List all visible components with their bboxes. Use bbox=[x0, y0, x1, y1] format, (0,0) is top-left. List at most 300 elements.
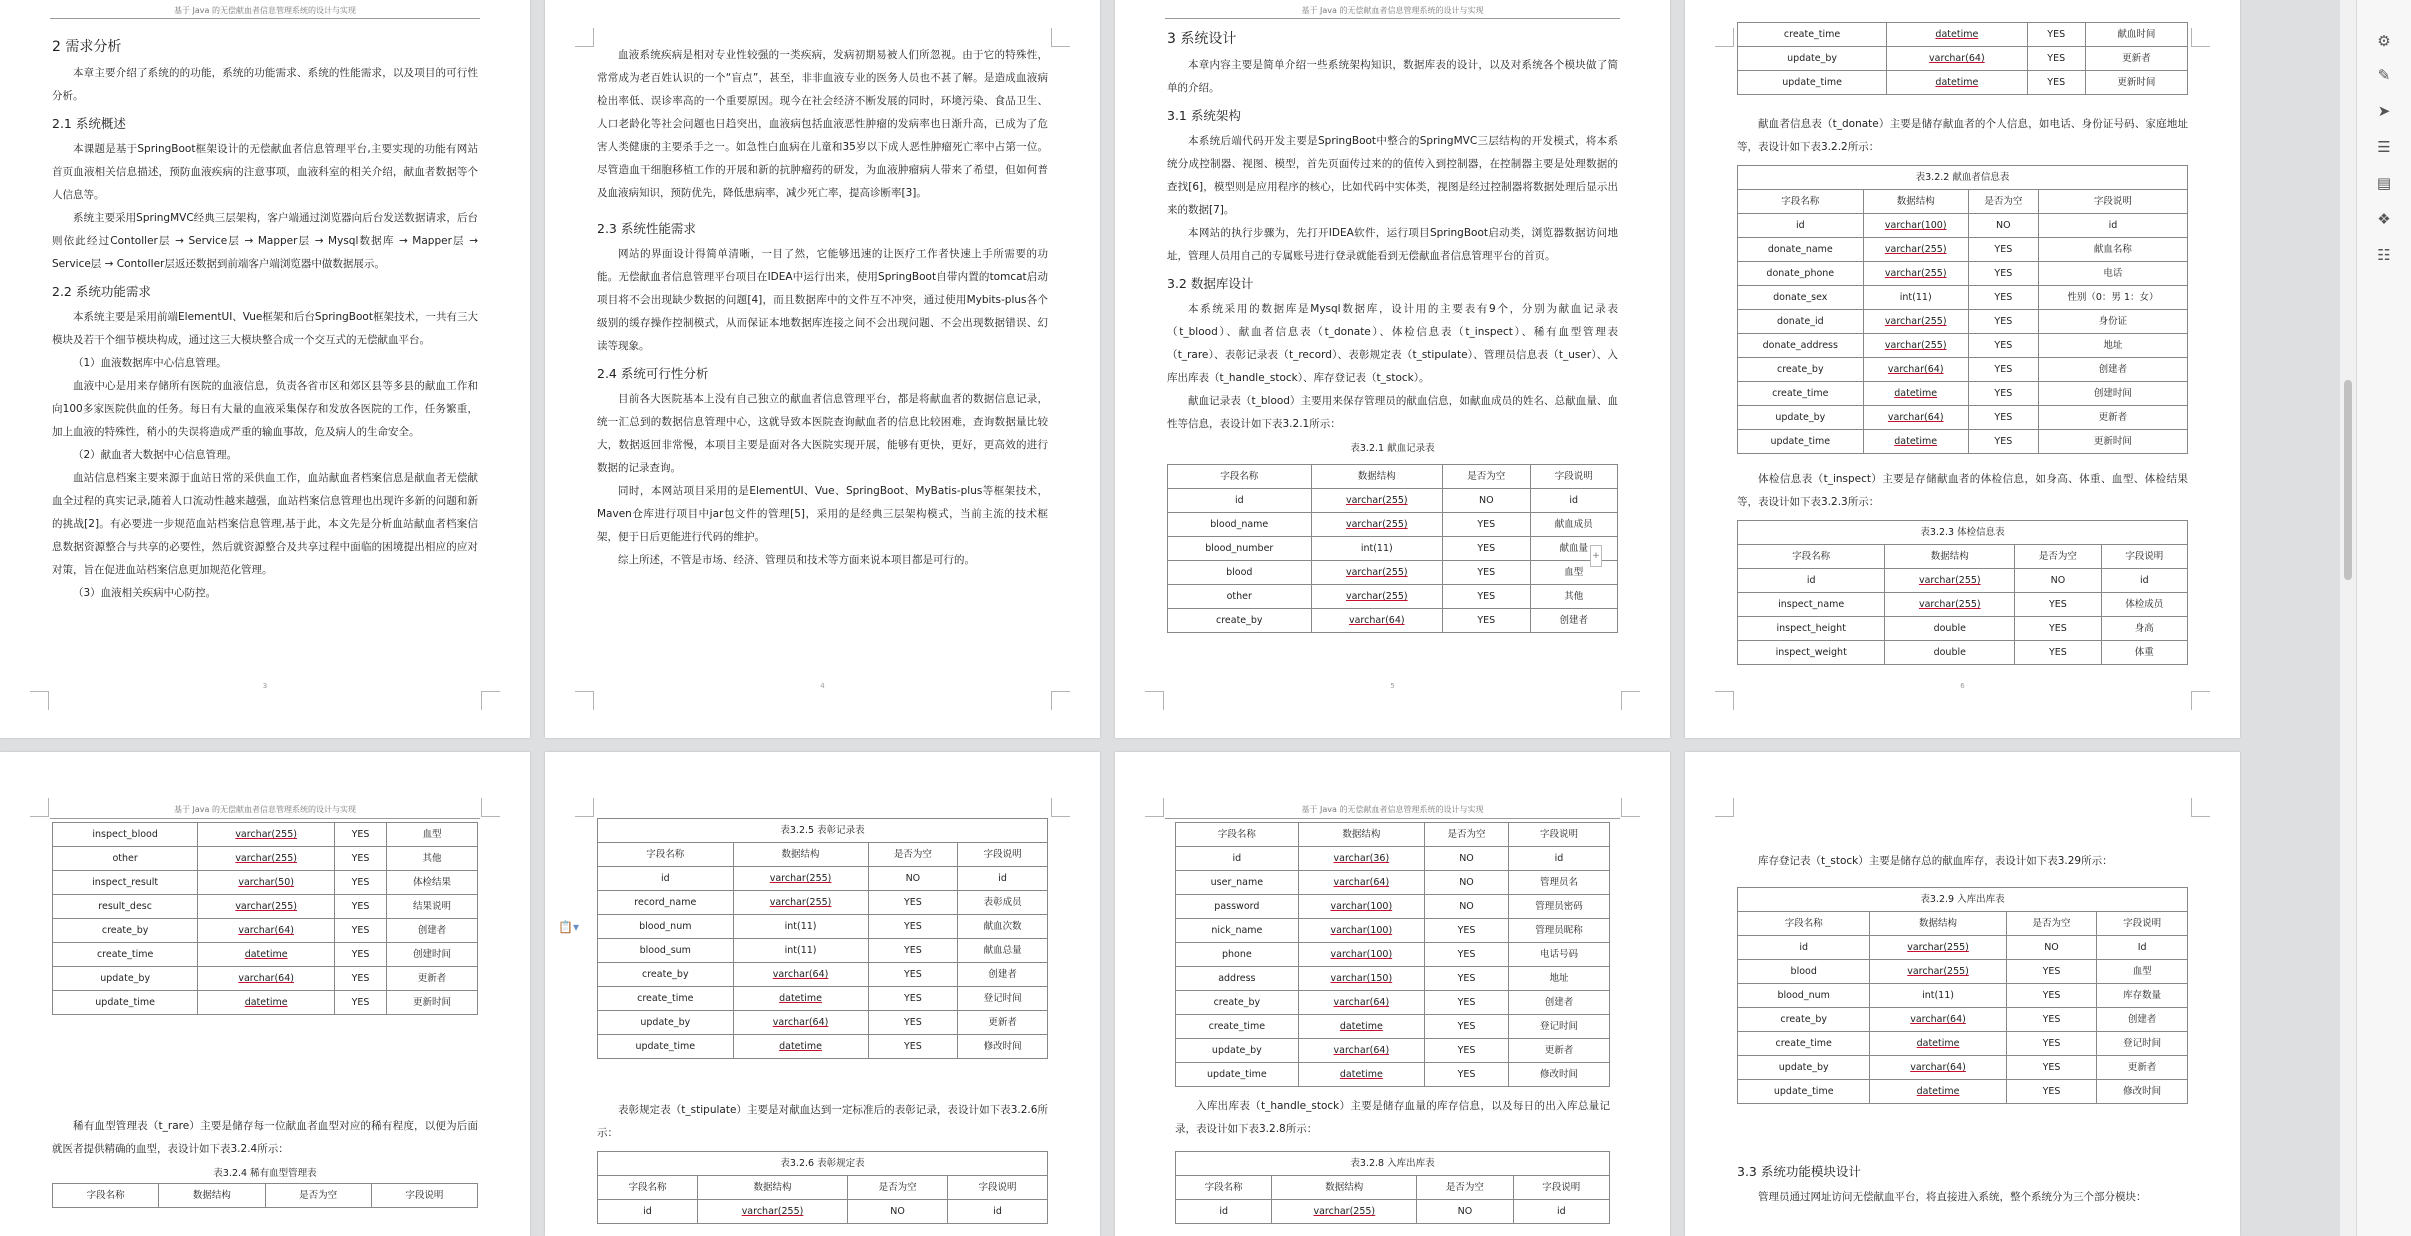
user-table bbox=[1175, 822, 1610, 1087]
column-header: 字段名称 bbox=[1738, 545, 1885, 569]
table-caption: 表3.2.1 献血记录表 bbox=[1350, 443, 1435, 454]
table-row bbox=[1176, 847, 1610, 871]
table-cell: YES bbox=[1968, 310, 2038, 334]
table-cell: NO bbox=[1417, 1200, 1513, 1224]
table-cell: blood bbox=[1168, 561, 1312, 585]
table-row bbox=[1738, 214, 2188, 238]
table-cell: YES bbox=[335, 943, 387, 967]
column-header: 字段名称 bbox=[1738, 190, 1864, 214]
column-header: 字段名称 bbox=[1176, 823, 1299, 847]
table-cell: update_time bbox=[53, 991, 198, 1015]
table-cell: 更新者 bbox=[2097, 1056, 2188, 1080]
table-cell: 献血次数 bbox=[958, 915, 1048, 939]
column-header: 数据结构 bbox=[1311, 465, 1442, 489]
table-cell: varchar(255) bbox=[1311, 489, 1442, 513]
document-page-1 bbox=[0, 0, 530, 738]
table-cell: update_by bbox=[598, 1011, 734, 1035]
table-cell: YES bbox=[335, 871, 387, 895]
heading-2: 2 需求分析 bbox=[52, 39, 122, 55]
column-header: 字段名称 bbox=[598, 843, 734, 867]
heading-3-3: 3.3 系统功能模块设计 bbox=[1737, 1164, 1861, 1179]
table-cell: YES bbox=[1424, 991, 1508, 1015]
table-cell: varchar(255) bbox=[1311, 585, 1442, 609]
column-header: 字段说明 bbox=[2038, 190, 2187, 214]
table-cell: YES bbox=[335, 847, 387, 871]
table-cell: varchar(100) bbox=[1298, 943, 1424, 967]
table-cell: update_time bbox=[1738, 71, 1887, 95]
paragraph: 血液系统疾病是相对专业性较强的一类疾病，发病初期易被人们所忽视。由于它的特殊性，常常成为老百姓认识的一个“盲点”，甚至，非非血液专业的医务人员也不甚了解。是造成血液病检出率低、误诊率高的一个重要原因。现今在社会经济不断发展的同时，环境污染、食品卫生、人口老龄化等社会问题也日趋突出，血液病包括血液恶性肿瘤的发病率也日渐升高，已成为了危害人类健康的主要杀手之一。如急性白血病在儿童和35岁以下成人恶性肿瘤死亡率中占第一位。尽管造血干细胞移植工作的开展和新的抗肿瘤药的研发，为血液肿瘤病人带来了希望，但如何普及血液病知识，预防优先，降低患病率，减少死亡率，提高诊断率[3]。 bbox=[597, 49, 1048, 199]
table-cell: create_time bbox=[598, 987, 734, 1011]
table-row bbox=[1738, 1080, 2188, 1104]
table-cell: 献血名称 bbox=[2038, 238, 2187, 262]
table-cell: YES bbox=[2006, 1080, 2097, 1104]
table-row bbox=[53, 847, 478, 871]
table-cell: datetime bbox=[733, 1035, 868, 1059]
table-cell: YES bbox=[2027, 71, 2085, 95]
table-cell: id bbox=[1168, 489, 1312, 513]
scrollbar-thumb[interactable] bbox=[2344, 380, 2352, 580]
table-cell: phone bbox=[1176, 943, 1299, 967]
table-cell: create_by bbox=[1738, 358, 1864, 382]
table-cell: YES bbox=[868, 1011, 958, 1035]
table-cell: update_time bbox=[1738, 1080, 1870, 1104]
table-cell: 地址 bbox=[2038, 334, 2187, 358]
table-cell: 身高 bbox=[2101, 617, 2187, 641]
table-cell: 其他 bbox=[386, 847, 477, 871]
table-cell: int(11) bbox=[733, 915, 868, 939]
table-cell: update_by bbox=[1176, 1039, 1299, 1063]
table-row bbox=[53, 991, 478, 1015]
table-cell: YES bbox=[1424, 1015, 1508, 1039]
table-cell: datetime bbox=[198, 991, 335, 1015]
table-row bbox=[1168, 537, 1618, 561]
table-cell: create_time bbox=[1738, 23, 1887, 47]
table-row bbox=[1168, 489, 1618, 513]
paragraph: 目前各大医院基本上没有自己独立的献血者信息管理平台，都是将献血者的数据信息记录，统一汇总到的数据信息管理中心，这就导致本医院查询献血者的信息比较困难，查询数据量比较大，数据返回非常慢，本项目主要是面对各大医院实现开展，能够有更快，更好，更高效的进行数据的记录查询。 bbox=[597, 393, 1048, 474]
paragraph: 系统主要采用SpringMVC经典三层架构，客户端通过浏览器向后台发送数据请求，后台则依此经过Contoller层 → Service层 → Mapper层 → Mysql数据库 → Mapper层 → Service层 → Contoller层返还数据到前端客户端浏览器中做数据展示。 bbox=[52, 212, 478, 270]
table-row bbox=[1738, 262, 2188, 286]
table-header-row bbox=[1738, 912, 2188, 936]
table-cell: YES bbox=[335, 991, 387, 1015]
table-row bbox=[1738, 286, 2188, 310]
table-cell: blood_num bbox=[598, 915, 734, 939]
table-cell: YES bbox=[1443, 609, 1530, 633]
table-row bbox=[53, 967, 478, 991]
table-cell: 更新者 bbox=[958, 1011, 1048, 1035]
table-cell: int(11) bbox=[1863, 286, 1968, 310]
paragraph: 体检信息表（t_inspect）主要是存储献血者的体检信息，如身高、体重、血型、体检结果等，表设计如下表3.2.3所示： bbox=[1737, 473, 2188, 508]
table-cell: NO bbox=[2006, 936, 2097, 960]
table-cell: NO bbox=[868, 867, 958, 891]
inspect-table bbox=[1737, 520, 2188, 665]
table-cell: datetime bbox=[198, 943, 335, 967]
table-cell: 电话号码 bbox=[1508, 943, 1609, 967]
table-header-row bbox=[1738, 545, 2188, 569]
settings-icon[interactable]: ⚙ bbox=[2377, 32, 2391, 50]
heading-2-4: 2.4 系统可行性分析 bbox=[597, 366, 709, 381]
table-row bbox=[1738, 960, 2188, 984]
table-row bbox=[1168, 585, 1618, 609]
table-cell: 献血总量 bbox=[958, 939, 1048, 963]
table-row bbox=[1176, 1063, 1610, 1087]
table-cell: YES bbox=[1968, 358, 2038, 382]
table-cell: 创建时间 bbox=[386, 943, 477, 967]
table-row bbox=[598, 1035, 1048, 1059]
table-cell: YES bbox=[1968, 382, 2038, 406]
table-cell: 血型 bbox=[1530, 561, 1618, 585]
list-item: （2）献血者大数据中心信息管理。 bbox=[73, 449, 238, 461]
table-row bbox=[598, 963, 1048, 987]
table-cell: varchar(255) bbox=[198, 823, 335, 847]
paragraph: 网站的界面设计得简单清晰，一目了然，它能够迅速的让医疗工作者快速上手所需要的功能。无偿献血者信息管理平台项目在IDEA中运行出来，使用SpringBoot自带内置的tomcat启动项目将不会出现缺少数据的问题[4]，而且数据库中的文件互不冲突，通过使用Mybits-plus各个级别的缓存操作控制模式，从而保证本地数据库连接之间不会出现问题、不会出现数据错误、幻读等现象。 bbox=[597, 248, 1048, 352]
column-header: 字段说明 bbox=[1513, 1176, 1609, 1200]
table-cell: 电话 bbox=[2038, 262, 2187, 286]
paragraph: 血液中心是用来存储所有医院的血液信息，负责各省市区和郊区县等多县的献血工作和向100多家医院供血的任务。每日有大量的血液采集保存和发放各医院的工作，任务繁重，加上血液的特殊性，稍小的失误将造成严重的输血事故，危及病人的生命安全。 bbox=[52, 380, 478, 438]
table-row bbox=[1738, 358, 2188, 382]
table-cell: record_name bbox=[598, 891, 734, 915]
list-item: （3）血液相关疾病中心防控。 bbox=[73, 587, 217, 599]
table-cell: id bbox=[1530, 489, 1618, 513]
table-caption: 表3.2.5 表彰记录表 bbox=[598, 819, 1048, 843]
table-cell: user_name bbox=[1176, 871, 1299, 895]
pen-icon[interactable]: ✎ bbox=[2377, 66, 2391, 84]
table-caption: 表3.2.2 献血者信息表 bbox=[1738, 166, 2188, 190]
table-cell: id bbox=[2038, 214, 2187, 238]
table-cell: YES bbox=[1968, 262, 2038, 286]
table-row bbox=[53, 919, 478, 943]
table-cell: YES bbox=[1443, 537, 1530, 561]
table-cell: YES bbox=[1424, 1063, 1508, 1087]
table-cell: 修改时间 bbox=[2097, 1080, 2188, 1104]
table-caption: 表3.2.6 表彰规定表 bbox=[598, 1152, 1048, 1176]
table-row bbox=[598, 1200, 1048, 1224]
column-header: 数据结构 bbox=[1272, 1176, 1417, 1200]
table-cell: 体检结果 bbox=[386, 871, 477, 895]
table-cell: 创建者 bbox=[1530, 609, 1618, 633]
paragraph: 稀有血型管理表（t_rare）主要是储存每一位献血者血型对应的稀有程度，以便为后面就医者提供精确的血型，表设计如下表3.2.4所示： bbox=[52, 1120, 478, 1155]
table-cell: id bbox=[1176, 1200, 1272, 1224]
table-cell: varchar(255) bbox=[1272, 1200, 1417, 1224]
paragraph: 本系统主要是采用前端ElementUI、Vue框架和后台SpringBoot框架技术，一共有三大模块及若干个细节模块构成，通过这三大模块整合成一个交互式的无偿献血平台。 bbox=[52, 311, 478, 346]
column-header: 数据结构 bbox=[1885, 545, 2015, 569]
column-header: 字段名称 bbox=[1176, 1176, 1272, 1200]
paragraph: 本章主要介绍了系统的的功能，系统的功能需求、系统的性能需求，以及项目的可行性分析。 bbox=[52, 67, 478, 102]
sliders-icon[interactable]: ☰ bbox=[2377, 138, 2391, 156]
table-cell: inspect_name bbox=[1738, 593, 1885, 617]
table-cell: 体重 bbox=[2101, 641, 2187, 665]
table-cell: id bbox=[1738, 936, 1870, 960]
table-cell: YES bbox=[868, 891, 958, 915]
table-cell: 其他 bbox=[1530, 585, 1618, 609]
table-cell: 结果说明 bbox=[386, 895, 477, 919]
table-cell: 创建者 bbox=[2038, 358, 2187, 382]
table-row bbox=[598, 867, 1048, 891]
table-row bbox=[1738, 1056, 2188, 1080]
table-row bbox=[1176, 895, 1610, 919]
table-cell: other bbox=[53, 847, 198, 871]
table-cell: 创建者 bbox=[2097, 1008, 2188, 1032]
table-cell: update_by bbox=[1738, 1056, 1870, 1080]
table-row bbox=[1176, 1015, 1610, 1039]
table-row bbox=[1738, 617, 2188, 641]
table-cell: YES bbox=[2015, 593, 2101, 617]
table-cell: YES bbox=[335, 823, 387, 847]
table-cell: varchar(64) bbox=[733, 1011, 868, 1035]
table-row bbox=[1176, 871, 1610, 895]
table-cell: varchar(255) bbox=[1311, 561, 1442, 585]
table-row bbox=[1738, 310, 2188, 334]
table-cell: 性别（0：男 1：女） bbox=[2038, 286, 2187, 310]
column-header: 是否为空 bbox=[868, 843, 958, 867]
column-header: 数据结构 bbox=[733, 843, 868, 867]
table-cell: update_by bbox=[1738, 406, 1864, 430]
column-header: 字段说明 bbox=[1508, 823, 1609, 847]
column-header: 字段名称 bbox=[1168, 465, 1312, 489]
table-row bbox=[1738, 47, 2188, 71]
column-header: 字段说明 bbox=[948, 1176, 1048, 1200]
table-cell: YES bbox=[2006, 1032, 2097, 1056]
table-caption: 表3.2.3 体检信息表 bbox=[1738, 521, 2188, 545]
table-cell: varchar(255) bbox=[1863, 262, 1968, 286]
table-row bbox=[598, 1011, 1048, 1035]
table-cell: YES bbox=[1968, 334, 2038, 358]
table-cell: YES bbox=[2006, 1056, 2097, 1080]
table-row bbox=[1738, 23, 2188, 47]
table-cell: 管理员昵称 bbox=[1508, 919, 1609, 943]
column-header: 字段说明 bbox=[2097, 912, 2188, 936]
document-page-3 bbox=[1115, 0, 1670, 738]
table-cell: update_time bbox=[598, 1035, 734, 1059]
table-row bbox=[1176, 967, 1610, 991]
table-cell: NO bbox=[1424, 871, 1508, 895]
table-row bbox=[1168, 609, 1618, 633]
table-cell: blood_number bbox=[1168, 537, 1312, 561]
column-header: 是否为空 bbox=[1443, 465, 1530, 489]
table-cell: blood_name bbox=[1168, 513, 1312, 537]
record-table bbox=[597, 818, 1048, 1059]
table-cell: id bbox=[1508, 847, 1609, 871]
table-cell: donate_sex bbox=[1738, 286, 1864, 310]
table-cell: create_by bbox=[1176, 991, 1299, 1015]
blood-record-table-cont bbox=[1737, 22, 2188, 95]
table-cell: varchar(150) bbox=[1298, 967, 1424, 991]
table-caption: 表3.2.8 入库出库表 bbox=[1176, 1152, 1610, 1176]
paragraph: 本系统后端代码开发主要是SpringBoot中整合的SpringMVC三层结构的开发模式，将本系统分成控制器、视图、模型，首先页面传过来的的值传入到控制器，在控制器主要是处理数据的查找[6]，模型则是应用程序的核心，比如代码中实体类，视图是经过控制器将数据处理后显示出来的数据[7]。 bbox=[1167, 135, 1618, 216]
table-cell: blood_sum bbox=[598, 939, 734, 963]
table-row bbox=[1738, 569, 2188, 593]
table-cell: YES bbox=[868, 963, 958, 987]
page-number: 5 bbox=[1390, 682, 1395, 690]
table-cell: inspect_blood bbox=[53, 823, 198, 847]
page-header: 基于 Java 的无偿献血者信息管理系统的设计与实现 bbox=[1301, 805, 1484, 814]
column-header: 字段名称 bbox=[598, 1176, 698, 1200]
column-header: 数据结构 bbox=[697, 1176, 847, 1200]
table-header-row bbox=[53, 1184, 478, 1208]
column-header: 字段名称 bbox=[1738, 912, 1870, 936]
table-cell: YES bbox=[1424, 967, 1508, 991]
table-cell: 更新时间 bbox=[2085, 71, 2187, 95]
table-cell: datetime bbox=[1298, 1063, 1424, 1087]
table-cell: NO bbox=[1968, 214, 2038, 238]
table-row bbox=[1738, 1008, 2188, 1032]
table-row bbox=[1738, 936, 2188, 960]
table-cell: 管理员密码 bbox=[1508, 895, 1609, 919]
table-header-row bbox=[1168, 465, 1618, 489]
cursor-icon[interactable]: ➤ bbox=[2377, 102, 2391, 120]
table-row bbox=[1738, 593, 2188, 617]
page-header: 基于 Java 的无偿献血者信息管理系统的设计与实现 bbox=[174, 6, 356, 15]
table-cell: 登记时间 bbox=[958, 987, 1048, 1011]
book-icon[interactable]: ☷ bbox=[2377, 246, 2391, 264]
table-cell: varchar(100) bbox=[1863, 214, 1968, 238]
table-cell: 更新时间 bbox=[2038, 430, 2187, 454]
table-cell: 献血成员 bbox=[1530, 513, 1618, 537]
table-cell: YES bbox=[2006, 984, 2097, 1008]
column-header: 字段说明 bbox=[958, 843, 1048, 867]
table-cell: blood bbox=[1738, 960, 1870, 984]
table-cell: YES bbox=[1443, 513, 1530, 537]
table-caption: 表3.2.4 稀有血型管理表 bbox=[213, 1168, 317, 1179]
rare-table bbox=[52, 1183, 478, 1208]
table-cell: YES bbox=[1968, 430, 2038, 454]
table-cell: 献血量 bbox=[1530, 537, 1618, 561]
table-cell: NO bbox=[1424, 847, 1508, 871]
table-cell: donate_address bbox=[1738, 334, 1864, 358]
table-row bbox=[1168, 561, 1618, 585]
column-header: 是否为空 bbox=[848, 1176, 948, 1200]
table-cell: YES bbox=[2027, 47, 2085, 71]
paste-options-icon[interactable]: 📋▾ bbox=[558, 920, 579, 934]
table-cell: varchar(255) bbox=[198, 847, 335, 871]
table-cell: varchar(64) bbox=[1298, 1039, 1424, 1063]
table-row bbox=[1176, 943, 1610, 967]
column-header: 是否为空 bbox=[265, 1184, 371, 1208]
column-header: 数据结构 bbox=[159, 1184, 265, 1208]
column-header: 字段说明 bbox=[2101, 545, 2187, 569]
paragraph: 献血记录表（t_blood）主要用来保存管理员的献血信息，如献血成员的姓名、总献血量、血性等信息，表设计如下表3.2.1所示： bbox=[1167, 395, 1618, 430]
table-cell: result_desc bbox=[53, 895, 198, 919]
table-cell: datetime bbox=[1870, 1032, 2006, 1056]
table-cell: address bbox=[1176, 967, 1299, 991]
table-cell: 更新者 bbox=[2085, 47, 2187, 71]
table-cell: varchar(50) bbox=[198, 871, 335, 895]
table-cell: varchar(255) bbox=[1885, 569, 2015, 593]
table-row bbox=[1738, 430, 2188, 454]
table-cell: update_time bbox=[1738, 430, 1864, 454]
table-cell: create_time bbox=[1738, 1032, 1870, 1056]
table-header-row bbox=[1176, 823, 1610, 847]
table-cell: varchar(255) bbox=[733, 867, 868, 891]
table-row bbox=[1738, 238, 2188, 262]
table-row bbox=[53, 823, 478, 847]
table-cell: create_time bbox=[1176, 1015, 1299, 1039]
vertical-scrollbar[interactable] bbox=[2340, 0, 2356, 1236]
table-cell: blood_num bbox=[1738, 984, 1870, 1008]
table-cell: create_time bbox=[53, 943, 198, 967]
table-cell: NO bbox=[848, 1200, 948, 1224]
document-page-8 bbox=[1685, 752, 2240, 1236]
table-cell: varchar(255) bbox=[198, 895, 335, 919]
table-cell: varchar(255) bbox=[1870, 936, 2006, 960]
table-cell: 创建者 bbox=[1508, 991, 1609, 1015]
table-row bbox=[1738, 641, 2188, 665]
table-cell: donate_id bbox=[1738, 310, 1864, 334]
document-page-6 bbox=[545, 752, 1100, 1236]
table-cell: YES bbox=[1424, 943, 1508, 967]
table-cell: id bbox=[1738, 214, 1864, 238]
heading-2-1: 2.1 系统概述 bbox=[52, 116, 126, 131]
table-cell: NO bbox=[1424, 895, 1508, 919]
table-cell: 血型 bbox=[2097, 960, 2188, 984]
table-row bbox=[1738, 406, 2188, 430]
page-header: 基于 Java 的无偿献血者信息管理系统的设计与实现 bbox=[174, 805, 356, 814]
table-cell: other bbox=[1168, 585, 1312, 609]
table-cell: nick_name bbox=[1176, 919, 1299, 943]
document-page-5 bbox=[0, 752, 530, 1236]
table-cell: id bbox=[598, 867, 734, 891]
table-row bbox=[53, 871, 478, 895]
table-cell: 体检成员 bbox=[2101, 593, 2187, 617]
table-cell: id bbox=[958, 867, 1048, 891]
table-cell: create_by bbox=[53, 919, 198, 943]
table-cell: 库存数量 bbox=[2097, 984, 2188, 1008]
table-cell: YES bbox=[2006, 960, 2097, 984]
table-row bbox=[1168, 513, 1618, 537]
table-cell: NO bbox=[2015, 569, 2101, 593]
location-icon[interactable]: ❖ bbox=[2377, 210, 2391, 228]
column-header: 是否为空 bbox=[1968, 190, 2038, 214]
column-header: 是否为空 bbox=[2015, 545, 2101, 569]
stock-table bbox=[1737, 887, 2188, 1104]
table-cell: inspect_height bbox=[1738, 617, 1885, 641]
table-cell: varchar(100) bbox=[1298, 895, 1424, 919]
table-row bbox=[1738, 71, 2188, 95]
table-cell: varchar(255) bbox=[733, 891, 868, 915]
donate-table bbox=[1737, 165, 2188, 454]
table-cell: varchar(64) bbox=[1870, 1008, 2006, 1032]
table-cell: varchar(36) bbox=[1298, 847, 1424, 871]
table-cell: 修改时间 bbox=[1508, 1063, 1609, 1087]
table-cell: varchar(255) bbox=[1863, 238, 1968, 262]
table-expand-handle[interactable]: + bbox=[1590, 545, 1602, 567]
table-cell: 创建者 bbox=[386, 919, 477, 943]
table-cell: 献血时间 bbox=[2085, 23, 2187, 47]
table-cell: id bbox=[1176, 847, 1299, 871]
column-header: 数据结构 bbox=[1298, 823, 1424, 847]
table-cell: varchar(255) bbox=[1311, 513, 1442, 537]
table-cell: create_by bbox=[1738, 1008, 1870, 1032]
paragraph: 库存登记表（t_stock）主要是储存总的献血库存，表设计如下表3.29所示： bbox=[1758, 855, 2113, 867]
paragraph: 表彰规定表（t_stipulate）主要是对献血达到一定标准后的表彰记录，表设计如下表3.2.6所示： bbox=[597, 1104, 1048, 1139]
table-cell: varchar(64) bbox=[1870, 1056, 2006, 1080]
table-cell: Id bbox=[2097, 936, 2188, 960]
document-page-2 bbox=[545, 0, 1100, 738]
table-cell: YES bbox=[335, 967, 387, 991]
paragraph: 综上所述，不管是市场、经济、管理员和技术等方面来说本项目都是可行的。 bbox=[618, 554, 975, 566]
document-page-7 bbox=[1115, 752, 1670, 1236]
table-cell: update_time bbox=[1176, 1063, 1299, 1087]
table-cell: YES bbox=[868, 915, 958, 939]
table-cell: create_time bbox=[1738, 382, 1864, 406]
table-cell: 更新时间 bbox=[386, 991, 477, 1015]
table-row bbox=[1738, 984, 2188, 1008]
table-header-row bbox=[598, 843, 1048, 867]
table-cell: YES bbox=[335, 895, 387, 919]
table-cell: create_by bbox=[1168, 609, 1312, 633]
table-header-row bbox=[1176, 1176, 1610, 1200]
translate-icon[interactable]: ▤ bbox=[2376, 174, 2392, 192]
table-cell: 血型 bbox=[386, 823, 477, 847]
